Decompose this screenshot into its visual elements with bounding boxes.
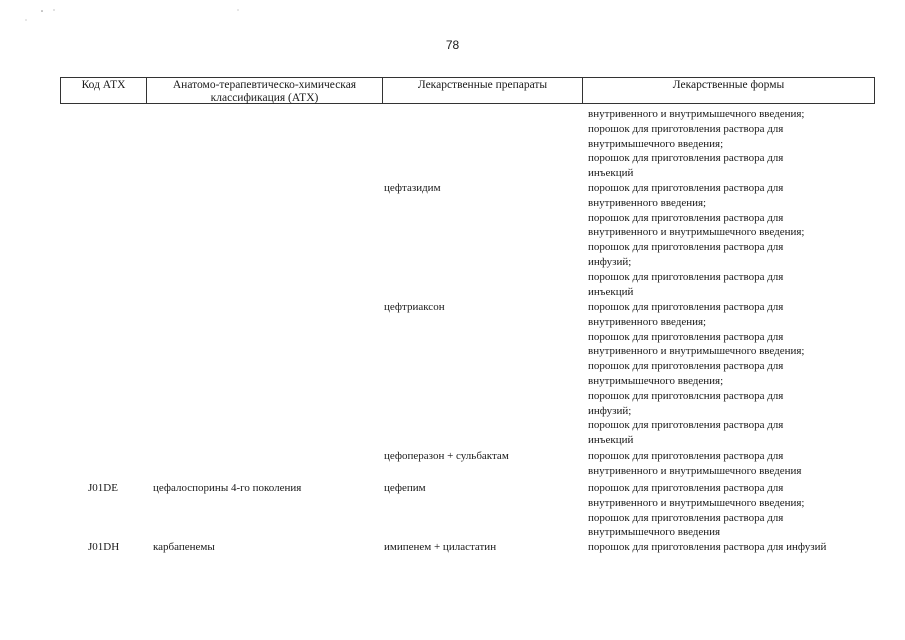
page-number: 78 (445, 38, 460, 52)
row-1-drug: цефтазидим (384, 182, 441, 194)
row-1-forms: порошок для приготовления раствора для внутривенного введения; порошок для приготовления раствора для внутривенного и внутримышечного введения; порошок для приготовления раствора для инфузий; порошок для приготовления раствора для инъекций (588, 182, 805, 298)
header-code: Код АТХ (81, 79, 126, 91)
row-5-classification: карбапенемы (153, 541, 215, 553)
header-classification: Анатомо-терапевтическо-химическая классификация (АТХ) (146, 78, 382, 103)
row-3-forms: порошок для приготовления раствора для внутривенного и внутримышечного введения (588, 450, 802, 477)
header-drugs: Лекарственные препараты (382, 78, 582, 103)
row-4-forms: порошок для приготовления раствора для внутривенного и внутримышечного введения; порошок для приготовления раствора для внутримышечного введения (588, 482, 805, 539)
row-4-classification: цефалоспорины 4-го поколения (153, 482, 302, 494)
table-header (60, 77, 875, 104)
row-2-drug: цефтриаксон (384, 301, 445, 313)
row-3-drug: цефоперазон + сульбактам (384, 450, 509, 462)
scan-noise-marks (8, 6, 248, 26)
row-5-code: J01DH (88, 541, 120, 553)
row-5-drug: имипенем + циластатин (384, 541, 497, 553)
row-4-drug: цефепим (384, 482, 426, 494)
row-0-forms: внутривенного и внутримышечного введения; порошок для приготовления раствора для внутримышечного введения; порошок для приготовления раствора для инъекций (588, 108, 805, 180)
row-4-code: J01DE (88, 482, 118, 494)
header-forms: Лекарственные формы (582, 78, 874, 103)
row-2-forms: порошок для приготовления раствора для внутривенного введения; порошок для приготовления раствора для внутривенного и внутримышечного введения; порошок для приготовления раствора для внутримышечного введения; порошок для приготовлсния раствора для инфузий; порошок для приготовления раствора для инъекций (588, 301, 805, 447)
row-5-forms: порошок для приготовления раствора для инфузий (588, 541, 827, 553)
